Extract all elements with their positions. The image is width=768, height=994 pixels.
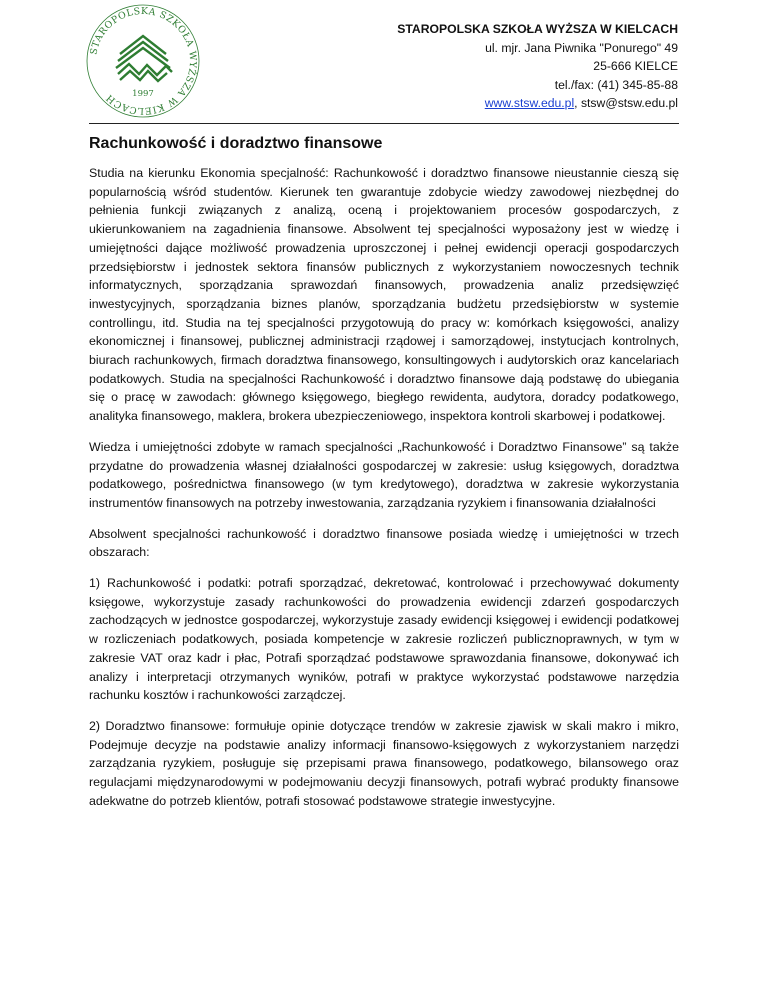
contact-separator: , — [574, 96, 581, 111]
svg-text:1997: 1997 — [132, 89, 154, 99]
svg-text:STAROPOLSKA SZKOŁA WYŻSZA W KI: STAROPOLSKA SZKOŁA WYŻSZA W KIELCACH — [88, 5, 199, 117]
document-body — [89, 164, 679, 823]
website-link[interactable]: www.stsw.edu.pl — [484, 96, 575, 111]
phone-fax: tel./fax: (41) 345-85-88 — [554, 77, 678, 92]
school-name: STAROPOLSKA SZKOŁA WYŻSZA W KIELCACH — [397, 22, 678, 36]
paragraph-area-accounting: 1) Rachunkowość i podatki: potrafi sporządzać, dekretować, kontrolować i przechowywać dokumenty księgowe, wykorzystuje zasady rachunkowości do prowadzenia ewidencji zdarzeń gospodarczych zachodzących w jednostce gospodarczej, wykorzystuje zasady ewidencji księgowej i ewidencji podatkowej w rozliczeniach podatkowych, posiada kompetencje w zakresie rozliczeń publicznoprawnych, w tym w zakresie VAT oraz kadr i płac, Potrafi sporządzać podstawowe sprawozdania finansowe, dokonywać ich analizy i interpretacji otrzymanych wyników, potrafi w praktyce wykorzystać podstawowe narzędzia rachunku kosztów i rachunkowości zarządczej. — [89, 576, 679, 703]
header-divider — [89, 123, 679, 124]
school-logo — [84, 2, 202, 120]
page-title: Rachunkowość i doradztwo finansowe — [89, 135, 383, 152]
paragraph-area-advisory: 2) Doradztwo finansowe: formułuje opinie dotyczące trendów w zakresie zjawisk w skali makro i mikro, Podejmuje decyzje na podstawie analizy informacji finansowo-księgowych z wykorzystaniem narzędzi zarządzania ryzykiem, posługuje się przepisami prawa finansowego, podatkowego, bilansowego oraz regulacjami międzynarodowymi w podejmowaniu decyzji finansowych, potrafi wybrać produkty finansowe adekwatne do potrzeb klientów, potrafi stosować podstawowe strategie inwestycyjne. — [89, 718, 679, 808]
school-header — [338, 20, 678, 113]
paragraph-graduate: Absolwent specjalności rachunkowość i doradztwo finansowe posiada wiedzę i umiejętności w trzech obszarach: — [89, 526, 679, 560]
email-address: stsw@stsw.edu.pl — [580, 96, 678, 111]
paragraph-skills: Wiedza i umiejętności zdobyte w ramach specjalności „Rachunkowość i Doradztwo Finansowe” są także przydatne do prowadzenia własnej działalności gospodarczej w zakresie: usług księgowych, doradztwa podatkowego, pośrednictwa finansowego (w tym kredytowego), doradztwa w zakresie wykorzystania instrumentów finansowych na potrzeby inwestowania, zarządzania ryzykiem i finansowania działalności — [89, 439, 679, 510]
address-city: 25-666 KIELCE — [593, 59, 678, 74]
contact-line — [338, 94, 678, 113]
address-street: ul. mjr. Jana Piwnika "Ponurego" 49 — [485, 40, 678, 55]
paragraph-intro: Studia na kierunku Ekonomia specjalność: Rachunkowość i doradztwo finansowe nieustannie cieszą się popularnością wśród studentów. Kierunek ten gwarantuje zdobycie wiedzy zawodowej niezbędnej do pełnienia funkcji związanych z analizą, oceną i projektowaniem procesów gospodarczych, z ukierunkowaniem na zagadnienia finansowe. Absolwent tej specjalności wyposażony jest w wiedzę i umiejętności dające możliwość prowadzenia uproszczonej i pełnej ewidencji operacji gospodarczych przedsiębiorstw i jednostek sektora finansów publicznych z wykorzystaniem nowoczesnych technik informatycznych, sporządzania sprawozdań finansowych, prowadzenia analiz przedsięwzięć inwestycyjnych, sporządzania biznes planów, sporządzania budżetu przedsiębiorstw w systemie controllingu, itd. Studia na tej specjalności przygotowują do pracy w: komórkach księgowości, analizy ekonomicznej i finansowej, publicznej administracji rządowej i samorządowej, instytucjach kontrolnych, biurach rachunkowych, firmach doradztwa finansowego, konsultingowych i audytorskich oraz kancelariach podatkowych. Studia na specjalności Rachunkowość i doradztwo finansowe dają podstawę do ubiegania się o pracę w zawodach: głównego księgowego, biegłego rewidenta, audytora, doradcy podatkowego, analityka finansowego, maklera, brokera ubezpieczeniowego, inspektora kontroli skarbowej i podatkowej. — [89, 166, 679, 424]
